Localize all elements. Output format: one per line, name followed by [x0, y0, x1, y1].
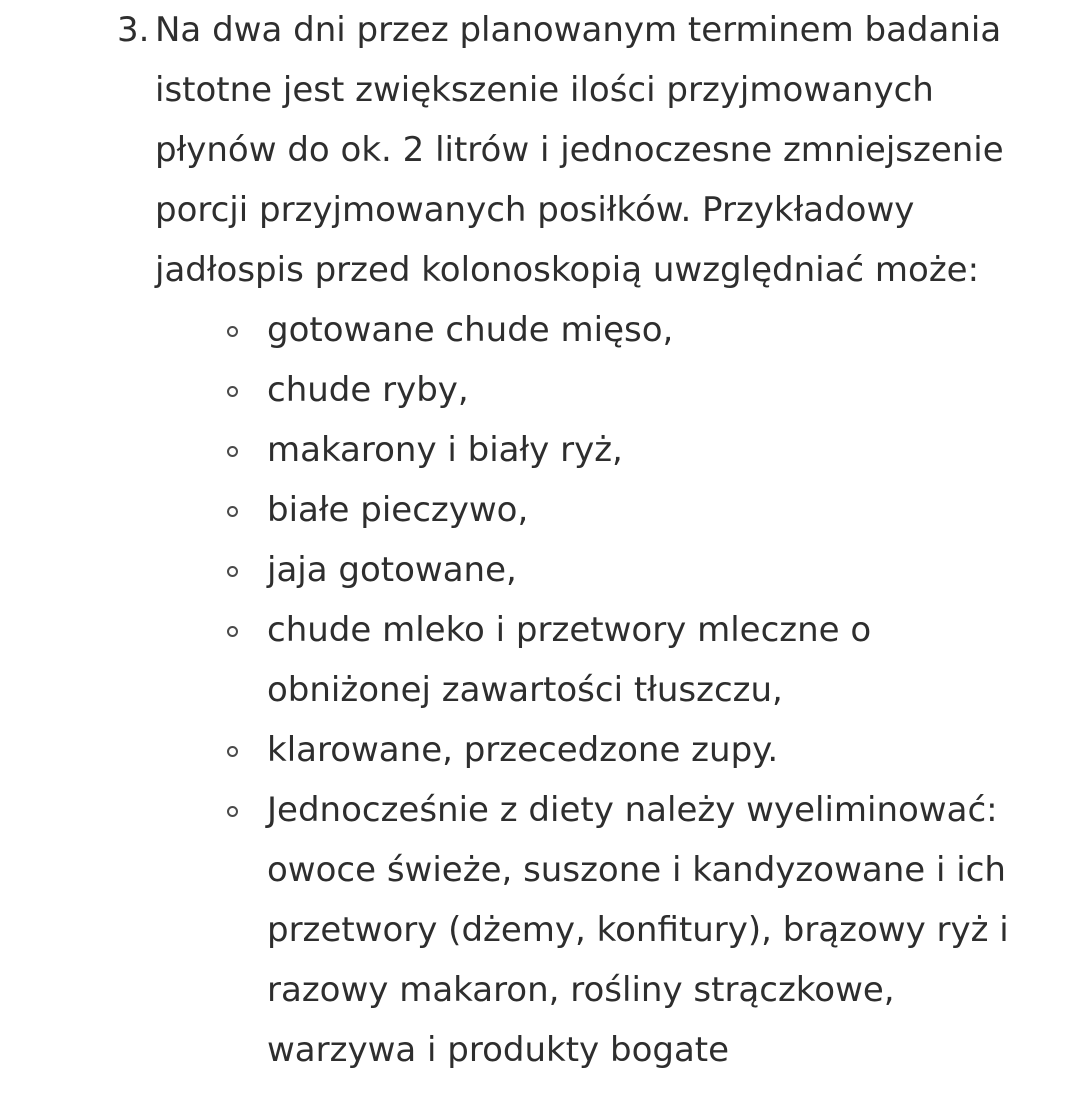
circle-bullet-icon — [227, 386, 238, 397]
bullet-item — [0, 600, 1080, 720]
bullet-item — [0, 300, 1080, 360]
bullet-item — [0, 780, 1080, 1080]
bullet-line: gotowane chude mięso, — [267, 310, 674, 350]
bullet-line: obniżonej zawartości tłuszczu, — [267, 670, 783, 710]
circle-bullet-icon — [227, 806, 238, 817]
paragraph-line: porcji przyjmowanych posiłków. Przykładowy — [155, 190, 915, 230]
bullet-item — [0, 540, 1080, 600]
bullet-line: Jednocześnie z diety należy wyeliminować: — [267, 790, 998, 830]
item-paragraph — [155, 0, 1040, 300]
bullet-line: chude mleko i przetwory mleczne o — [267, 610, 872, 650]
paragraph-line: jadłospis przed kolonoskopią uwzględniać może: — [155, 250, 980, 290]
bullet-item — [0, 360, 1080, 420]
bullet-item — [0, 720, 1080, 780]
bullet-line: makarony i biały ryż, — [267, 430, 623, 470]
bullet-line: warzywa i produkty bogate — [267, 1030, 730, 1070]
bullet-list — [0, 300, 1080, 1080]
circle-bullet-icon — [227, 506, 238, 517]
paragraph-line: Na dwa dni przez planowanym terminem badania — [155, 10, 1002, 50]
bullet-item — [0, 420, 1080, 480]
item-number: 3. — [117, 10, 150, 50]
bullet-line: białe pieczywo, — [267, 490, 529, 530]
paragraph-line: istotne jest zwiększenie ilości przyjmowanych — [155, 70, 934, 110]
bullet-line: chude ryby, — [267, 370, 469, 410]
bullet-line: klarowane, przecedzone zupy. — [267, 730, 779, 770]
bullet-line: owoce świeże, suszone i kandyzowane i ich — [267, 850, 1006, 890]
paragraph-line: płynów do ok. 2 litrów i jednoczesne zmniejszenie — [155, 130, 1004, 170]
circle-bullet-icon — [227, 746, 238, 757]
circle-bullet-icon — [227, 446, 238, 457]
bullet-line: jaja gotowane, — [267, 550, 517, 590]
circle-bullet-icon — [227, 566, 238, 577]
bullet-line: razowy makaron, rośliny strączkowe, — [267, 970, 895, 1010]
circle-bullet-icon — [227, 626, 238, 637]
numbered-list-item-3 — [0, 0, 1080, 300]
bullet-item — [0, 480, 1080, 540]
bullet-line: przetwory (dżemy, konfitury), brązowy ryż i — [267, 910, 1009, 950]
circle-bullet-icon — [227, 326, 238, 337]
